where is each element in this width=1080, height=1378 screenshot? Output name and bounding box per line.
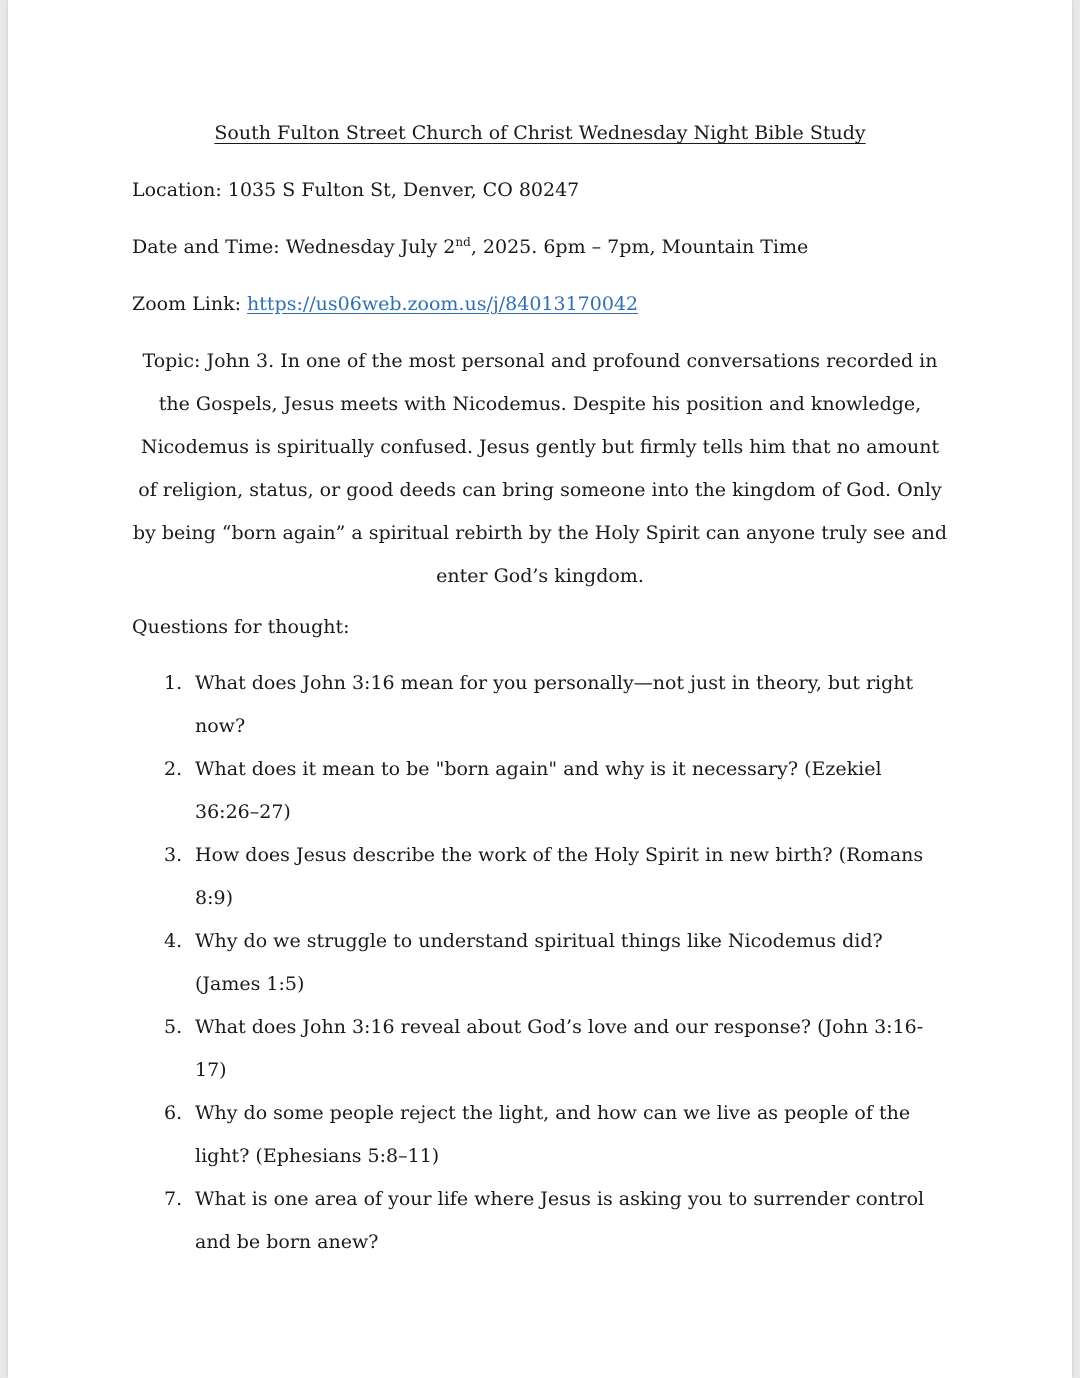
zoom-label: Zoom Link: — [132, 293, 241, 315]
list-item — [132, 920, 948, 1006]
list-item — [132, 662, 948, 748]
list-item-number: 7. — [164, 1188, 183, 1210]
date-time-line — [132, 232, 948, 262]
list-item-number: 5. — [164, 1016, 183, 1038]
list-item-number: 1. — [164, 672, 183, 694]
date-superscript: nd — [455, 235, 471, 249]
list-item — [132, 834, 948, 920]
list-item — [132, 748, 948, 834]
topic-paragraph: Topic: John 3. In one of the most personal and profound conversations recorded in the Gospels, Jesus meets with Nicodemus. Despite his position and knowledge, Nicodemus is spiritually confused. Jesus gently but firmly tells him that no amount of religion, status, or good deeds can bring someone into the kingdom of God. Only by being “born again” a spiritual rebirth by the Holy Spirit can anyone truly see and enter God’s kingdom. — [132, 350, 948, 587]
list-item-number: 4. — [164, 930, 183, 952]
list-item-text: How does Jesus describe the work of the Holy Spirit in new birth? (Romans 8:9) — [195, 844, 924, 909]
questions-list — [132, 662, 948, 1264]
location-line — [132, 175, 948, 205]
list-item-number: 2. — [164, 758, 183, 780]
document-title: South Fulton Street Church of Christ Wednesday Night Bible Study — [214, 122, 866, 144]
zoom-line — [132, 289, 948, 319]
location-label: Location: — [132, 179, 222, 201]
location-value: 1035 S Fulton St, Denver, CO 80247 — [227, 179, 580, 201]
list-item-text: What does John 3:16 reveal about God’s love and our response? (John 3:16-17) — [195, 1016, 924, 1081]
list-item-number: 6. — [164, 1102, 183, 1124]
document-body — [132, 118, 948, 1264]
list-item-text: What does John 3:16 mean for you personally—not just in theory, but right now? — [195, 672, 914, 737]
list-item-text: What does it mean to be "born again" and why is it necessary? (Ezekiel 36:26–27) — [195, 758, 882, 823]
list-item-number: 3. — [164, 844, 183, 866]
list-item-text: Why do we struggle to understand spiritual things like Nicodemus did? (James 1:5) — [195, 930, 883, 995]
date-prefix: Wednesday July 2 — [285, 236, 456, 258]
list-item — [132, 1092, 948, 1178]
list-item-text: Why do some people reject the light, and how can we live as people of the light? (Ephesians 5:8–11) — [195, 1102, 911, 1167]
list-item-text: What is one area of your life where Jesus is asking you to surrender control and be born anew? — [195, 1188, 925, 1253]
zoom-link[interactable]: https://us06web.zoom.us/j/84013170042 — [247, 293, 639, 315]
date-suffix: , 2025. 6pm – 7pm, Mountain Time — [470, 236, 809, 258]
questions-heading: Questions for thought: — [132, 616, 350, 638]
list-item — [132, 1178, 948, 1264]
list-item — [132, 1006, 948, 1092]
document-page — [8, 0, 1072, 1378]
date-label: Date and Time: — [132, 236, 280, 258]
